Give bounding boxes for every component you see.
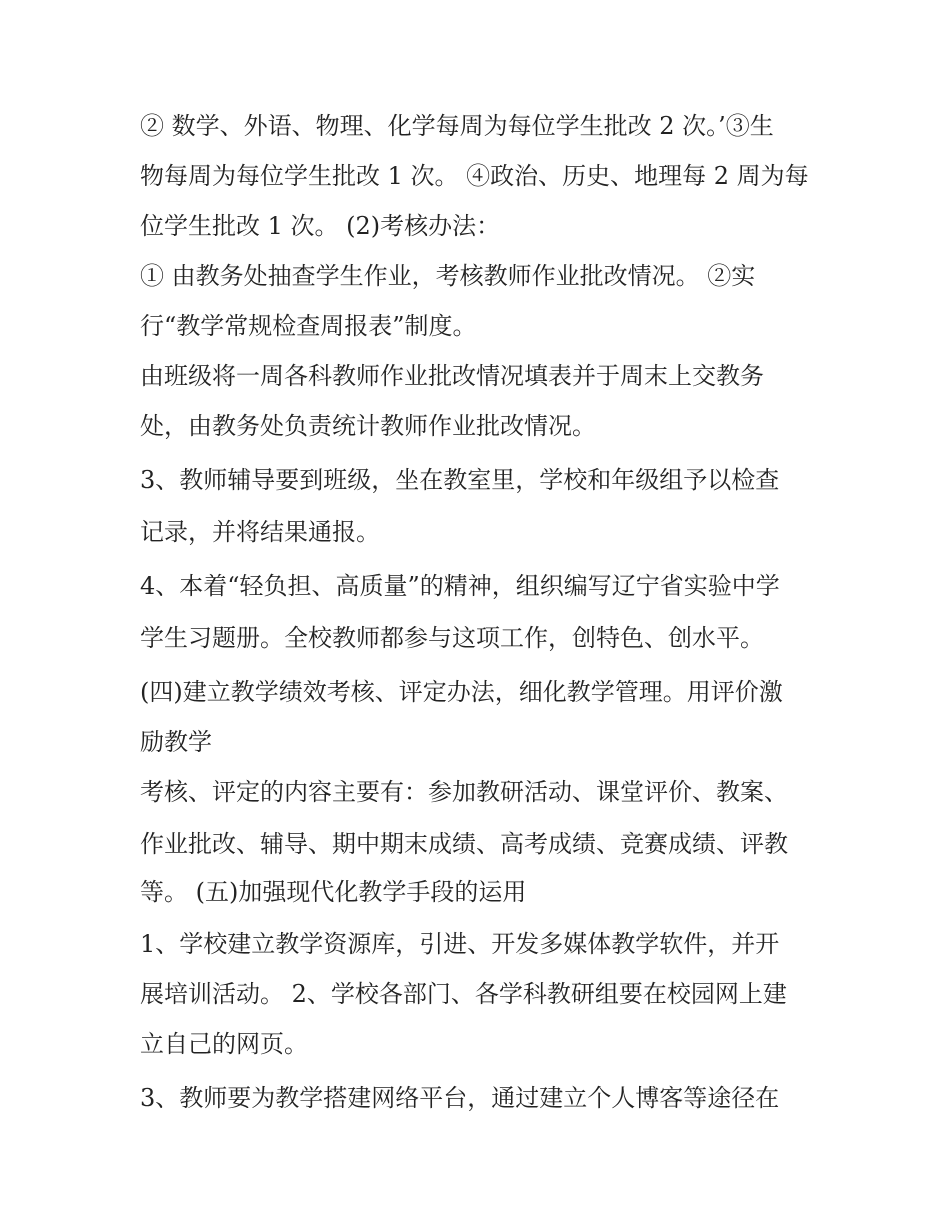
text-line: 考核、评定的内容主要有：参加教研活动、课堂评价、教案、	[140, 778, 788, 806]
text-line: 励教学	[140, 728, 212, 756]
text-line: 处，由教务处负责统计教师作业批改情况。	[140, 412, 596, 440]
text-line: 作业批改、辅导、期中期末成绩、高考成绩、竞赛成绩、评教	[140, 830, 788, 858]
text-line: 行“教学常规检查周报表”制度。	[140, 312, 477, 340]
text-line: 1、学校建立教学资源库，引进、开发多媒体教学软件，并开	[140, 930, 780, 958]
text-line: 展培训活动。 2、学校各部门、各学科教研组要在校园网上建	[140, 980, 787, 1008]
text-line: 由班级将一周各科教师作业批改情况填表并于周末上交教务	[140, 362, 764, 390]
text-line: ① 由教务处抽查学生作业，考核教师作业批改情况。 ②实	[140, 262, 756, 290]
text-line: 位学生批改 1 次。 (2)考核办法：	[140, 212, 501, 240]
text-line: ② 数学、外语、物理、化学每周为每位学生批改 2 次。’③生	[140, 112, 774, 140]
text-line: 立自己的网页。	[140, 1030, 308, 1058]
text-line: 4、本着“轻负担、高质量”的精神，组织编写辽宁省实验中学	[140, 572, 780, 600]
text-line: 记录，并将结果通报。	[140, 518, 380, 546]
text-line: 3、教师辅导要到班级，坐在教室里，学校和年级组予以检查	[140, 466, 780, 494]
text-line: 学生习题册。全校教师都参与这项工作，创特色、创水平。	[140, 624, 764, 652]
text-line: (四)建立教学绩效考核、评定办法，细化教学管理。用评价激	[140, 678, 783, 706]
text-line: 3、教师要为教学搭建网络平台，通过建立个人博客等途径在	[140, 1084, 780, 1112]
text-line: 等。 (五)加强现代化教学手段的运用	[140, 878, 527, 906]
text-line: 物每周为每位学生批改 1 次。 ④政治、历史、地理每 2 周为每	[140, 162, 809, 190]
